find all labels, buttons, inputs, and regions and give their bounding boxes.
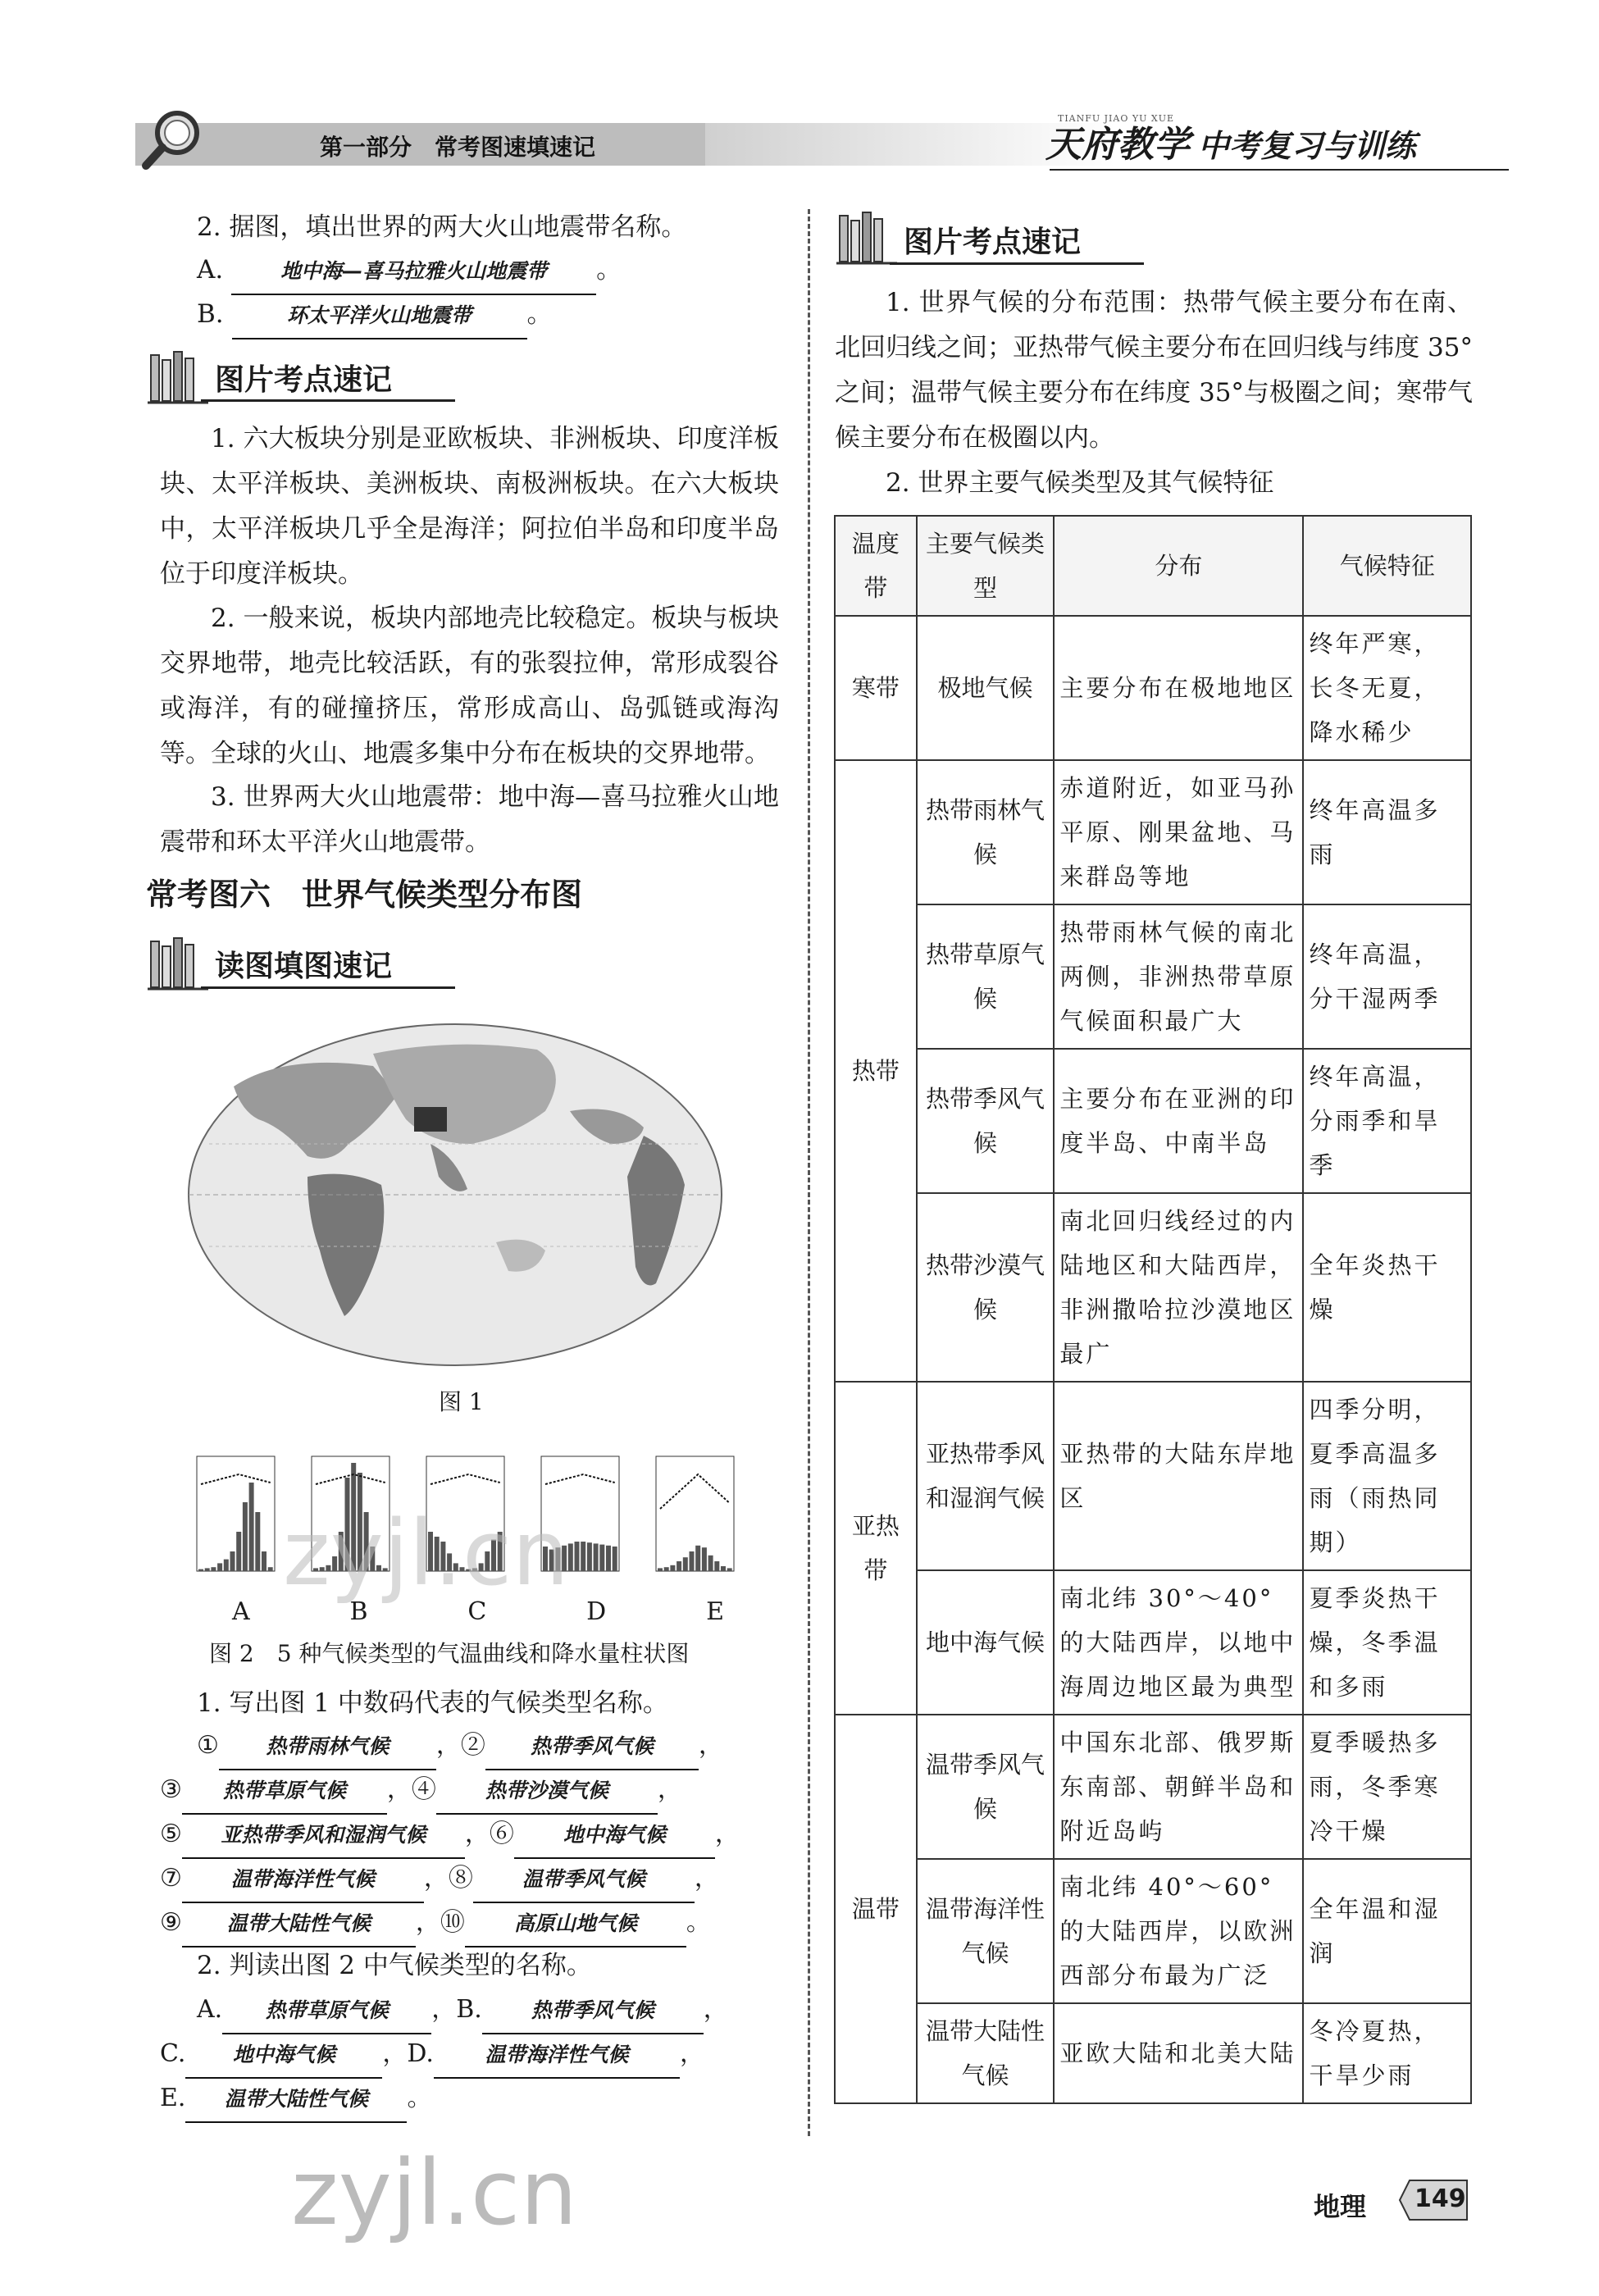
table-row: [835, 760, 1471, 904]
q1-num: ④: [411, 1775, 436, 1804]
table-row: [835, 1715, 1471, 1859]
q1-answer: 温带季风气候: [473, 1857, 695, 1903]
type-cell: 地中海气候: [917, 1570, 1055, 1715]
section2-title: 读图填图速记: [215, 950, 393, 983]
feat-cell: 四季分明，夏季高温多雨（雨热同期）: [1303, 1382, 1471, 1570]
table-header: 温度带: [835, 516, 917, 616]
q1-answer: 热带雨林气候: [219, 1724, 436, 1770]
q1-num: ⑥: [489, 1820, 514, 1848]
header-bar: [135, 123, 705, 166]
q2b-letter: B.: [456, 1995, 482, 2024]
watermark: zyjl.cn: [291, 2140, 578, 2245]
right-p1: 1. 世界气候的分布范围：热带气候主要分布在南、北回归线之间；亚热带气候主要分布在回归线与纬度 35°之间；温带气候主要分布在纬度 35°与极圈之间；寒带气候主要分布在极圈以内。: [835, 288, 1473, 453]
dist-cell: 中国东北部、俄罗斯东南部、朝鲜半岛和附近岛屿: [1054, 1715, 1303, 1859]
table-header: 气候特征: [1303, 516, 1471, 616]
logo: [1046, 115, 1416, 167]
q1-num: ③: [160, 1775, 182, 1804]
q2b-letter: E.: [160, 2084, 186, 2112]
logo-main: 天府教学: [1046, 124, 1190, 166]
table-row: [835, 2003, 1471, 2103]
q2b-title: 2. 判读出图 2 中气候类型的名称。: [197, 1951, 592, 1980]
section1-title: 图片考点速记: [215, 363, 393, 397]
world-climate-map: [184, 1021, 726, 1369]
q1-num: ⑦: [160, 1864, 182, 1893]
type-cell: 热带雨林气候: [917, 760, 1055, 904]
q1-num: ②: [460, 1731, 485, 1760]
chart-letter-c: C: [467, 1597, 487, 1626]
feat-cell: 终年高温，分雨季和旱季: [1303, 1049, 1471, 1193]
magnifier-icon: [139, 105, 205, 171]
feat-cell: 夏季暖热多雨，冬季寒冷干燥: [1303, 1715, 1471, 1859]
q1-num: ①: [197, 1731, 219, 1760]
zone-cell: 温带: [835, 1715, 917, 2103]
q2b-answer: 地中海气候: [185, 2033, 382, 2079]
type-cell: 热带草原气候: [917, 904, 1055, 1049]
q1-title: 1. 写出图 1 中数码代表的气候类型名称。: [197, 1688, 668, 1718]
q2b-answer: 热带季风气候: [482, 1988, 704, 2034]
dist-cell: 亚欧大陆和北美大陆: [1054, 2003, 1303, 2103]
right-section-line: [890, 262, 1144, 265]
q1-answer: 热带季风气候: [485, 1724, 699, 1770]
dist-cell: 赤道附近，如亚马孙平原、刚果盆地、马来群岛等地: [1054, 760, 1303, 904]
q2b-letter: A.: [197, 1995, 223, 2024]
table-row: [835, 1193, 1471, 1382]
q2-b-line: [197, 292, 553, 339]
zone-cell: 亚热带: [835, 1382, 917, 1715]
chart-letter-e: E: [706, 1597, 724, 1626]
fig1-caption: 图 1: [439, 1388, 484, 1415]
left-p1: 1. 六大板块分别是亚欧板块、非洲板块、印度洋板块、太平洋板块、美洲板块、南极洲板块。在六大板块中，太平洋板块几乎全是海洋；阿拉伯半岛和印度半岛位于印度洋板块。: [160, 424, 779, 589]
q1-answer: 地中海气候: [514, 1813, 715, 1859]
q2-a-prefix: A.: [197, 255, 224, 285]
q1-answer: 热带沙漠气候: [436, 1769, 658, 1815]
dist-cell: 亚热带的大陆东岸地区: [1054, 1382, 1303, 1570]
feat-cell: 终年高温，分干湿两季: [1303, 904, 1471, 1049]
chart-letter-d: D: [586, 1597, 607, 1626]
type-cell: 亚热带季风和湿润气候: [917, 1382, 1055, 1570]
type-cell: 热带沙漠气候: [917, 1193, 1055, 1382]
chart-letter-b: B: [349, 1597, 368, 1626]
zone-cell: 热带: [835, 760, 917, 1382]
section1-line: [201, 399, 455, 402]
type-cell: 热带季风气候: [917, 1049, 1055, 1193]
q1-num: ⑧: [448, 1864, 473, 1893]
climate-table: [834, 515, 1472, 2104]
table-header-row: [835, 516, 1471, 616]
right-p2: 2. 世界主要气候类型及其气候特征: [886, 468, 1274, 498]
q2-a-line: [197, 248, 622, 295]
q1-num: ⑩: [440, 1908, 465, 1937]
table-row: [835, 1859, 1471, 2003]
logo-sub: 中考复习与训练: [1198, 128, 1417, 164]
feat-cell: 全年炎热干燥: [1303, 1193, 1471, 1382]
left-p2: 2. 一般来说，板块内部地壳比较稳定。板块与板块交界地带，地壳比较活跃，有的张裂拉伸，常形成裂谷或海洋，有的碰撞挤压，常形成高山、岛弧链或海沟等。全球的火山、地震多集中分布在板块的交界地带。: [160, 604, 779, 768]
left-p3: 3. 世界两大火山地震带：地中海—喜马拉雅火山地震带和环太平洋火山地震带。: [160, 782, 779, 857]
q1-num: ⑨: [160, 1908, 182, 1937]
q1-answer: 亚热带季风和湿润气候: [182, 1813, 465, 1859]
table-row: [835, 1049, 1471, 1193]
q2-a-answer: 地中海—喜马拉雅火山地震带: [231, 248, 596, 295]
dist-cell: 主要分布在亚洲的印度半岛、中南半岛: [1054, 1049, 1303, 1193]
dist-cell: 南北回归线经过的内陆地区和大陆西岸，非洲撒哈拉沙漠地区最广: [1054, 1193, 1303, 1382]
header-section: 第一部分 常考图速填速记: [320, 134, 596, 161]
table-header: 分布: [1054, 516, 1303, 616]
feat-cell: 冬冷夏热，干旱少雨: [1303, 2003, 1471, 2103]
header-underline: [1050, 169, 1509, 171]
q2-b-answer: 环太平洋火山地震带: [232, 293, 527, 339]
type-cell: 温带海洋性气候: [917, 1859, 1055, 2003]
zone-cell: 寒带: [835, 616, 917, 760]
q2-b-period: 。: [526, 299, 553, 329]
q2-b-prefix: B.: [197, 299, 224, 329]
feat-cell: 终年高温多雨: [1303, 760, 1471, 904]
table-row: [835, 1382, 1471, 1570]
section2-line: [201, 986, 455, 989]
books-icon: [835, 209, 900, 268]
type-cell: 极地气候: [917, 616, 1055, 760]
table-row: [835, 904, 1471, 1049]
feat-cell: 全年温和湿润: [1303, 1859, 1471, 2003]
page-number: 149: [1414, 2184, 1466, 2213]
logo-pinyin: TIANFU JIAO YU XUE: [1058, 113, 1175, 124]
fig2-caption: 图 2 5 种气候类型的气温曲线和降水量柱状图: [209, 1640, 690, 1667]
q1-answer: 温带大陆性气候: [182, 1902, 416, 1947]
watermark: zyjl.cn: [283, 1501, 570, 1606]
type-cell: 温带大陆性气候: [917, 2003, 1055, 2103]
q2b-answer: 温带海洋性气候: [434, 2033, 680, 2079]
chart-letter-a: A: [232, 1597, 250, 1626]
q2-title: 2. 据图，填出世界的两大火山地震带名称。: [197, 212, 687, 242]
dist-cell: 南北纬 40°～60°的大陆西岸，以欧洲西部分布最为广泛: [1054, 1859, 1303, 2003]
footer-subject: 地理: [1314, 2191, 1367, 2222]
big-title: 常考图六 世界气候类型分布图: [146, 877, 583, 913]
type-cell: 温带季风气候: [917, 1715, 1055, 1859]
column-divider: [808, 209, 810, 2136]
dist-cell: 南北纬 30°～40°的大陆西岸，以地中海周边地区最为典型: [1054, 1570, 1303, 1715]
q2-a-period: 。: [596, 255, 622, 285]
q2b-answer: 热带草原气候: [222, 1988, 431, 2034]
q2b-answer: 温带大陆性气候: [185, 2077, 407, 2123]
q1-num: ⑤: [160, 1820, 182, 1848]
q2b-letter: D.: [407, 2039, 434, 2068]
feat-cell: 夏季炎热干燥，冬季温和多雨: [1303, 1570, 1471, 1715]
q1-answer: 热带草原气候: [182, 1769, 387, 1815]
table-header: 主要气候类型: [917, 516, 1055, 616]
q1-answer: 高原山地气候: [465, 1902, 686, 1947]
table-row: [835, 616, 1471, 760]
books-icon: [146, 935, 212, 994]
feat-cell: 终年严寒，长冬无夏，降水稀少: [1303, 616, 1471, 760]
dist-cell: 主要分布在极地地区: [1054, 616, 1303, 760]
q1-answer: 温带海洋性气候: [182, 1857, 424, 1903]
dist-cell: 热带雨林气候的南北两侧，非洲热带草原气候面积最广大: [1054, 904, 1303, 1049]
table-row: [835, 1570, 1471, 1715]
q2b-letter: C.: [160, 2039, 186, 2068]
right-section-title: 图片考点速记: [904, 226, 1082, 259]
